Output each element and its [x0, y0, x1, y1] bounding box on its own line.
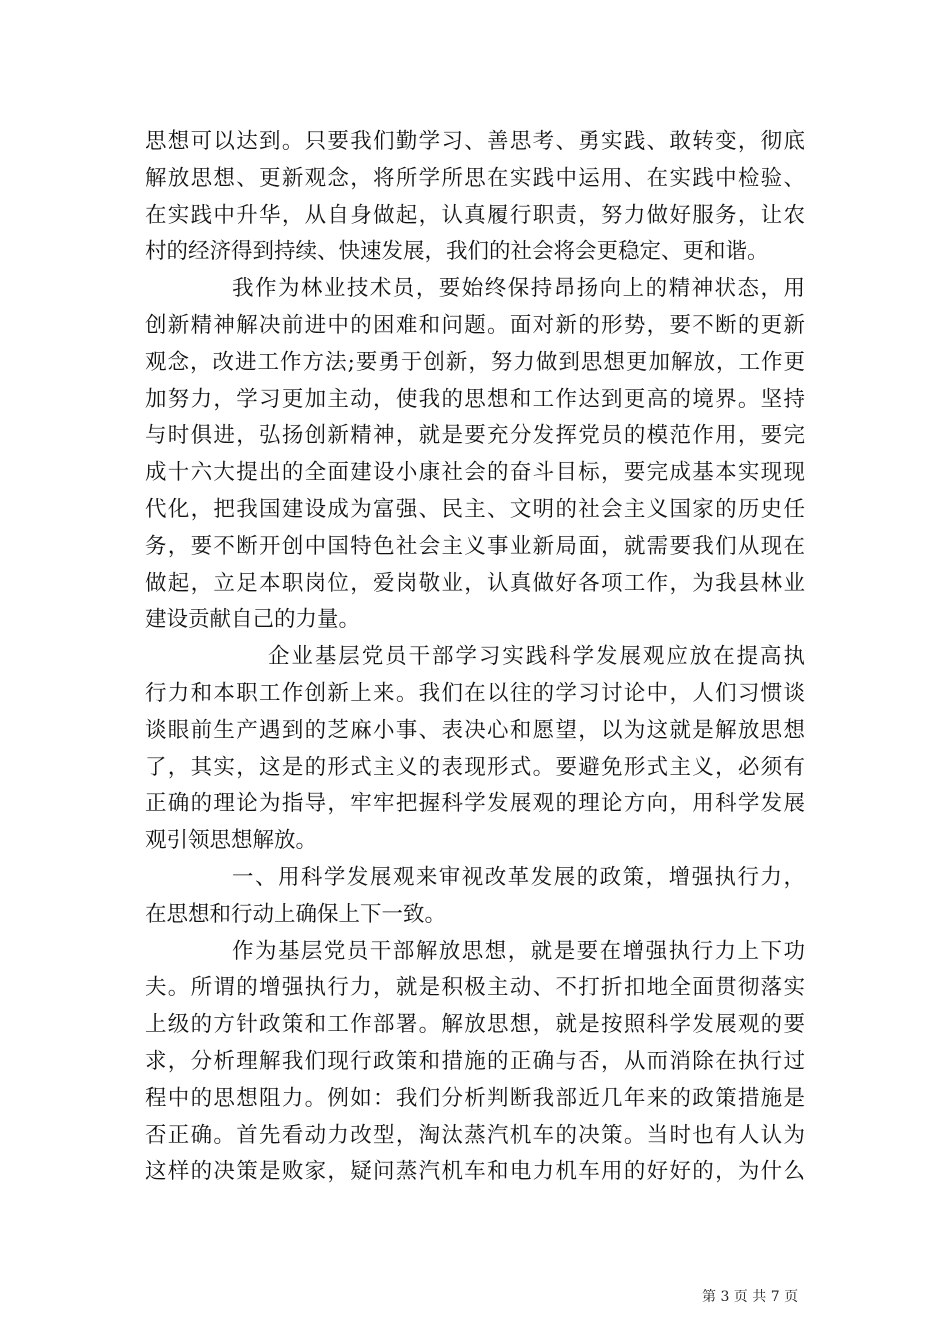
text-line: 务，要不断开创中国特色社会主义事业新局面，就需要我们从现在 [145, 533, 805, 559]
text-line: 创新精神解决前进中的困难和问题。面对新的形势，要不断的更新 [145, 313, 805, 338]
text-line: 建设贡献自己的力量。 [145, 607, 361, 633]
text-line: 一、用科学发展观来审视改革发展的政策，增强执行力， [232, 865, 805, 890]
text-line: 代化，把我国建设成为富强、民主、文明的社会主义国家的历史任 [145, 497, 805, 522]
text-line: 在实践中升华，从自身做起，认真履行职责，努力做好服务，让农 [145, 202, 805, 228]
text-line: 企业基层党员干部学习实践科学发展观应放在提高执 [268, 644, 805, 670]
text-line: 上级的方针政策和工作部署。解放思想，就是按照科学发展观的要 [145, 1012, 805, 1038]
text-line: 加努力，学习更加主动，使我的思想和工作达到更高的境界。坚持 [145, 386, 805, 412]
text-line: 村的经济得到持续、快速发展，我们的社会将会更稳定、更和谐。 [145, 239, 769, 265]
text-line: 谈眼前生产遇到的芝麻小事、表决心和愿望，以为这就是解放思想 [145, 717, 805, 743]
text-line: 作为基层党员干部解放思想，就是要在增强执行力上下功 [232, 938, 805, 964]
text-line: 在思想和行动上确保上下一致。 [145, 901, 447, 927]
text-line: 观引领思想解放。 [145, 828, 318, 854]
text-line: 与时俱进，弘扬创新精神，就是要充分发挥党员的模范作用，要完 [145, 423, 805, 449]
text-line: 夫。所谓的增强执行力，就是积极主动、不打折扣地全面贯彻落实 [145, 975, 805, 1001]
text-line: 观念，改进工作方法;要勇于创新，努力做到思想更加解放，工作更 [145, 349, 805, 375]
text-line: 解放思想、更新观念，将所学所思在实践中运用、在实践中检验、 [145, 165, 805, 191]
text-line: 我作为林业技术员，要始终保持昂扬向上的精神状态，用 [232, 276, 805, 302]
text-line: 行力和本职工作创新上来。我们在以往的学习讨论中，人们习惯谈 [145, 681, 805, 706]
text-line: 这样的决策是败家，疑问蒸汽机车和电力机车用的好好的，为什么 [145, 1159, 805, 1185]
text-line: 否正确。首先看动力改型，淘汰蒸汽机车的决策。当时也有人认为 [145, 1122, 805, 1148]
text-line: 正确的理论为指导，牢牢把握科学发展观的理论方向，用科学发展 [145, 791, 805, 817]
text-line: 程中的思想阻力。例如：我们分析判断我部近几年来的政策措施是 [145, 1085, 805, 1111]
page-footer: 第 3 页 共 7 页 [702, 1289, 799, 1305]
text-line: 思想可以达到。只要我们勤学习、善思考、勇实践、敢转变，彻底 [145, 129, 805, 154]
text-line: 了，其实，这是的形式主义的表现形式。要避免形式主义，必须有 [145, 754, 805, 780]
text-line: 成十六大提出的全面建设小康社会的奋斗目标，要完成基本实现现 [145, 460, 805, 486]
text-line: 做起，立足本职岗位，爱岗敬业，认真做好各项工作，为我县林业 [145, 570, 805, 596]
text-line: 求，分析理解我们现行政策和措施的正确与否，从而消除在执行过 [145, 1049, 805, 1074]
